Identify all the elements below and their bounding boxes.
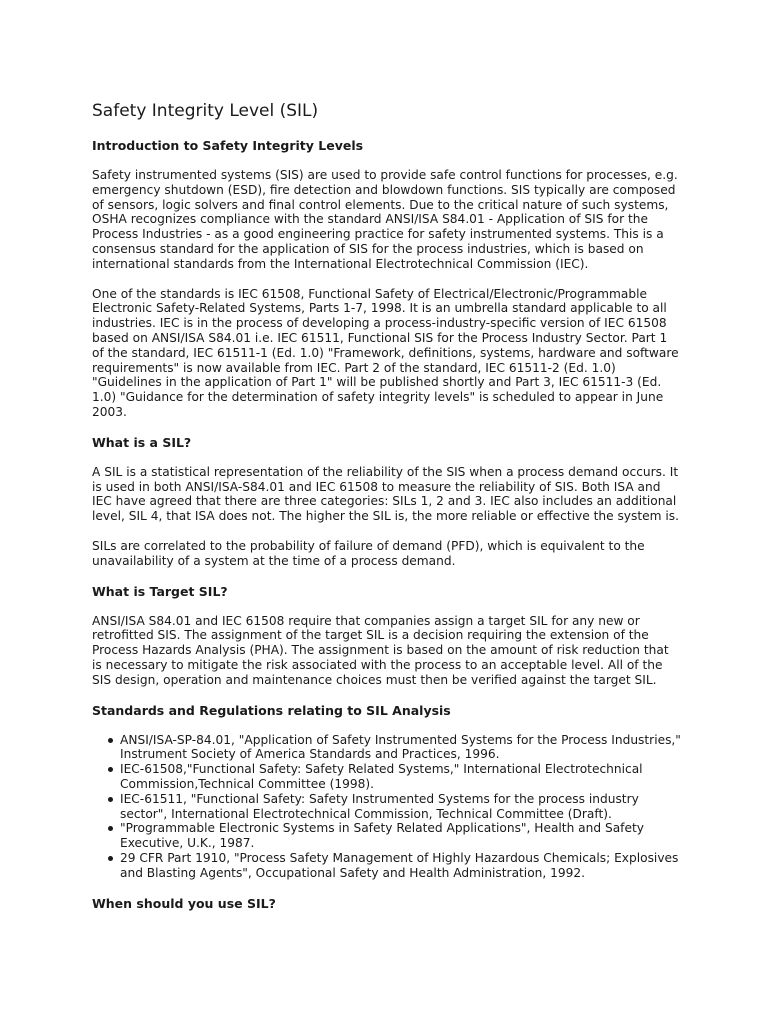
heading-target-sil: What is Target SIL?: [92, 583, 228, 599]
heading-what-is-sil: What is a SIL?: [92, 434, 192, 450]
page-title: Safety Integrity Level (SIL): [92, 101, 319, 121]
list-item-text: IEC-61508,"Functional Safety: Safety Related Systems," International Electrotechnical Commission,Technical Committee (1998).: [120, 762, 643, 791]
paragraph-what-is-sil-2: SILs are correlated to the probability of failure of demand (PFD), which is equivalent to the unavailability of a system at the time of a process demand.: [92, 538, 645, 568]
list-item: [92, 851, 682, 881]
standards-list: [92, 733, 682, 881]
paragraph-what-is-sil-1: A SIL is a statistical representation of the reliability of the SIS when a process demand occurs. It is used in both ANSI/ISA-S84.01 and IEC 61508 to measure the reliability of SIS. Both ISA and IEC have agreed that there are three categories: SILs 1, 2 and 3. IEC also includes an additional level, SIL 4, that ISA does not. The higher the SIL is, the more reliable or effective the system is.: [92, 464, 679, 524]
document-page: [92, 100, 682, 926]
paragraph-introduction-1: Safety instrumented systems (SIS) are used to provide safe control functions for processes, e.g. emergency shutdown (ESD), fire detection and blowdown functions. SIS typically are composed of sensors, logic solvers and final control elements. Due to the critical nature of such systems, OSHA recognizes compliance with the standard ANSI/ISA S84.01 - Application of SIS for the Process Industries - as a good engineering practice for safety instrumented systems. This is a consensus standard for the application of SIS for the process industries, which is based on international standards from the International Electrotechnical Commission (IEC).: [92, 168, 678, 271]
list-item: [92, 733, 682, 763]
heading-introduction: Introduction to Safety Integrity Levels: [92, 138, 364, 153]
list-item: [92, 792, 682, 822]
list-item: [92, 821, 682, 851]
paragraph-target-sil: ANSI/ISA S84.01 and IEC 61508 require that companies assign a target SIL for any new or retrofitted SIS. The assignment of the target SIL is a decision requiring the extension of the Process Hazards Analysis (PHA). The assignment is based on the amount of risk reduction that is necessary to mitigate the risk associated with the process to an acceptable level. All of the SIS design, operation and maintenance choices must then be verified against the target SIL.: [92, 613, 669, 687]
list-item-text: 29 CFR Part 1910, "Process Safety Management of Highly Hazardous Chemicals; Explosives and Blasting Agents", Occupational Safety and Health Administration, 1992.: [120, 850, 679, 880]
heading-standards: Standards and Regulations relating to SIL Analysis: [92, 702, 451, 718]
heading-when-use-sil: When should you use SIL?: [92, 896, 276, 912]
list-item-text: IEC-61511, "Functional Safety: Safety Instrumented Systems for the process industry sector", International Electrotechnical Commission, Technical Committee (Draft).: [120, 791, 639, 821]
list-item-text: "Programmable Electronic Systems in Safety Related Applications", Health and Safety Executive, U.K., 1987.: [120, 821, 644, 851]
list-item: [92, 762, 682, 792]
paragraph-introduction-2: One of the standards is IEC 61508, Functional Safety of Electrical/Electronic/Programmable Electronic Safety-Related Systems, Parts 1-7, 1998. It is an umbrella standard applicable to all industries. IEC is in the process of developing a process-industry-specific version of IEC 61508 based on ANSI/ISA S84.01 i.e. IEC 61511, Functional SIS for the Process Industry Sector. Part 1 of the standard, IEC 61511-1 (Ed. 1.0) "Framework, definitions, systems, hardware and software requirements" is now available from IEC. Part 2 of the standard, IEC 61511-2 (Ed. 1.0) "Guidelines in the application of Part 1" will be published shortly and Part 3, IEC 61511-3 (Ed. 1.0) "Guidance for the determination of safety integrity levels" is scheduled to appear in June 2003.: [92, 286, 679, 419]
list-item-text: ANSI/ISA-SP-84.01, "Application of Safety Instrumented Systems for the Process Industries," Instrument Society of America Standards and Practices, 1996.: [120, 732, 681, 762]
